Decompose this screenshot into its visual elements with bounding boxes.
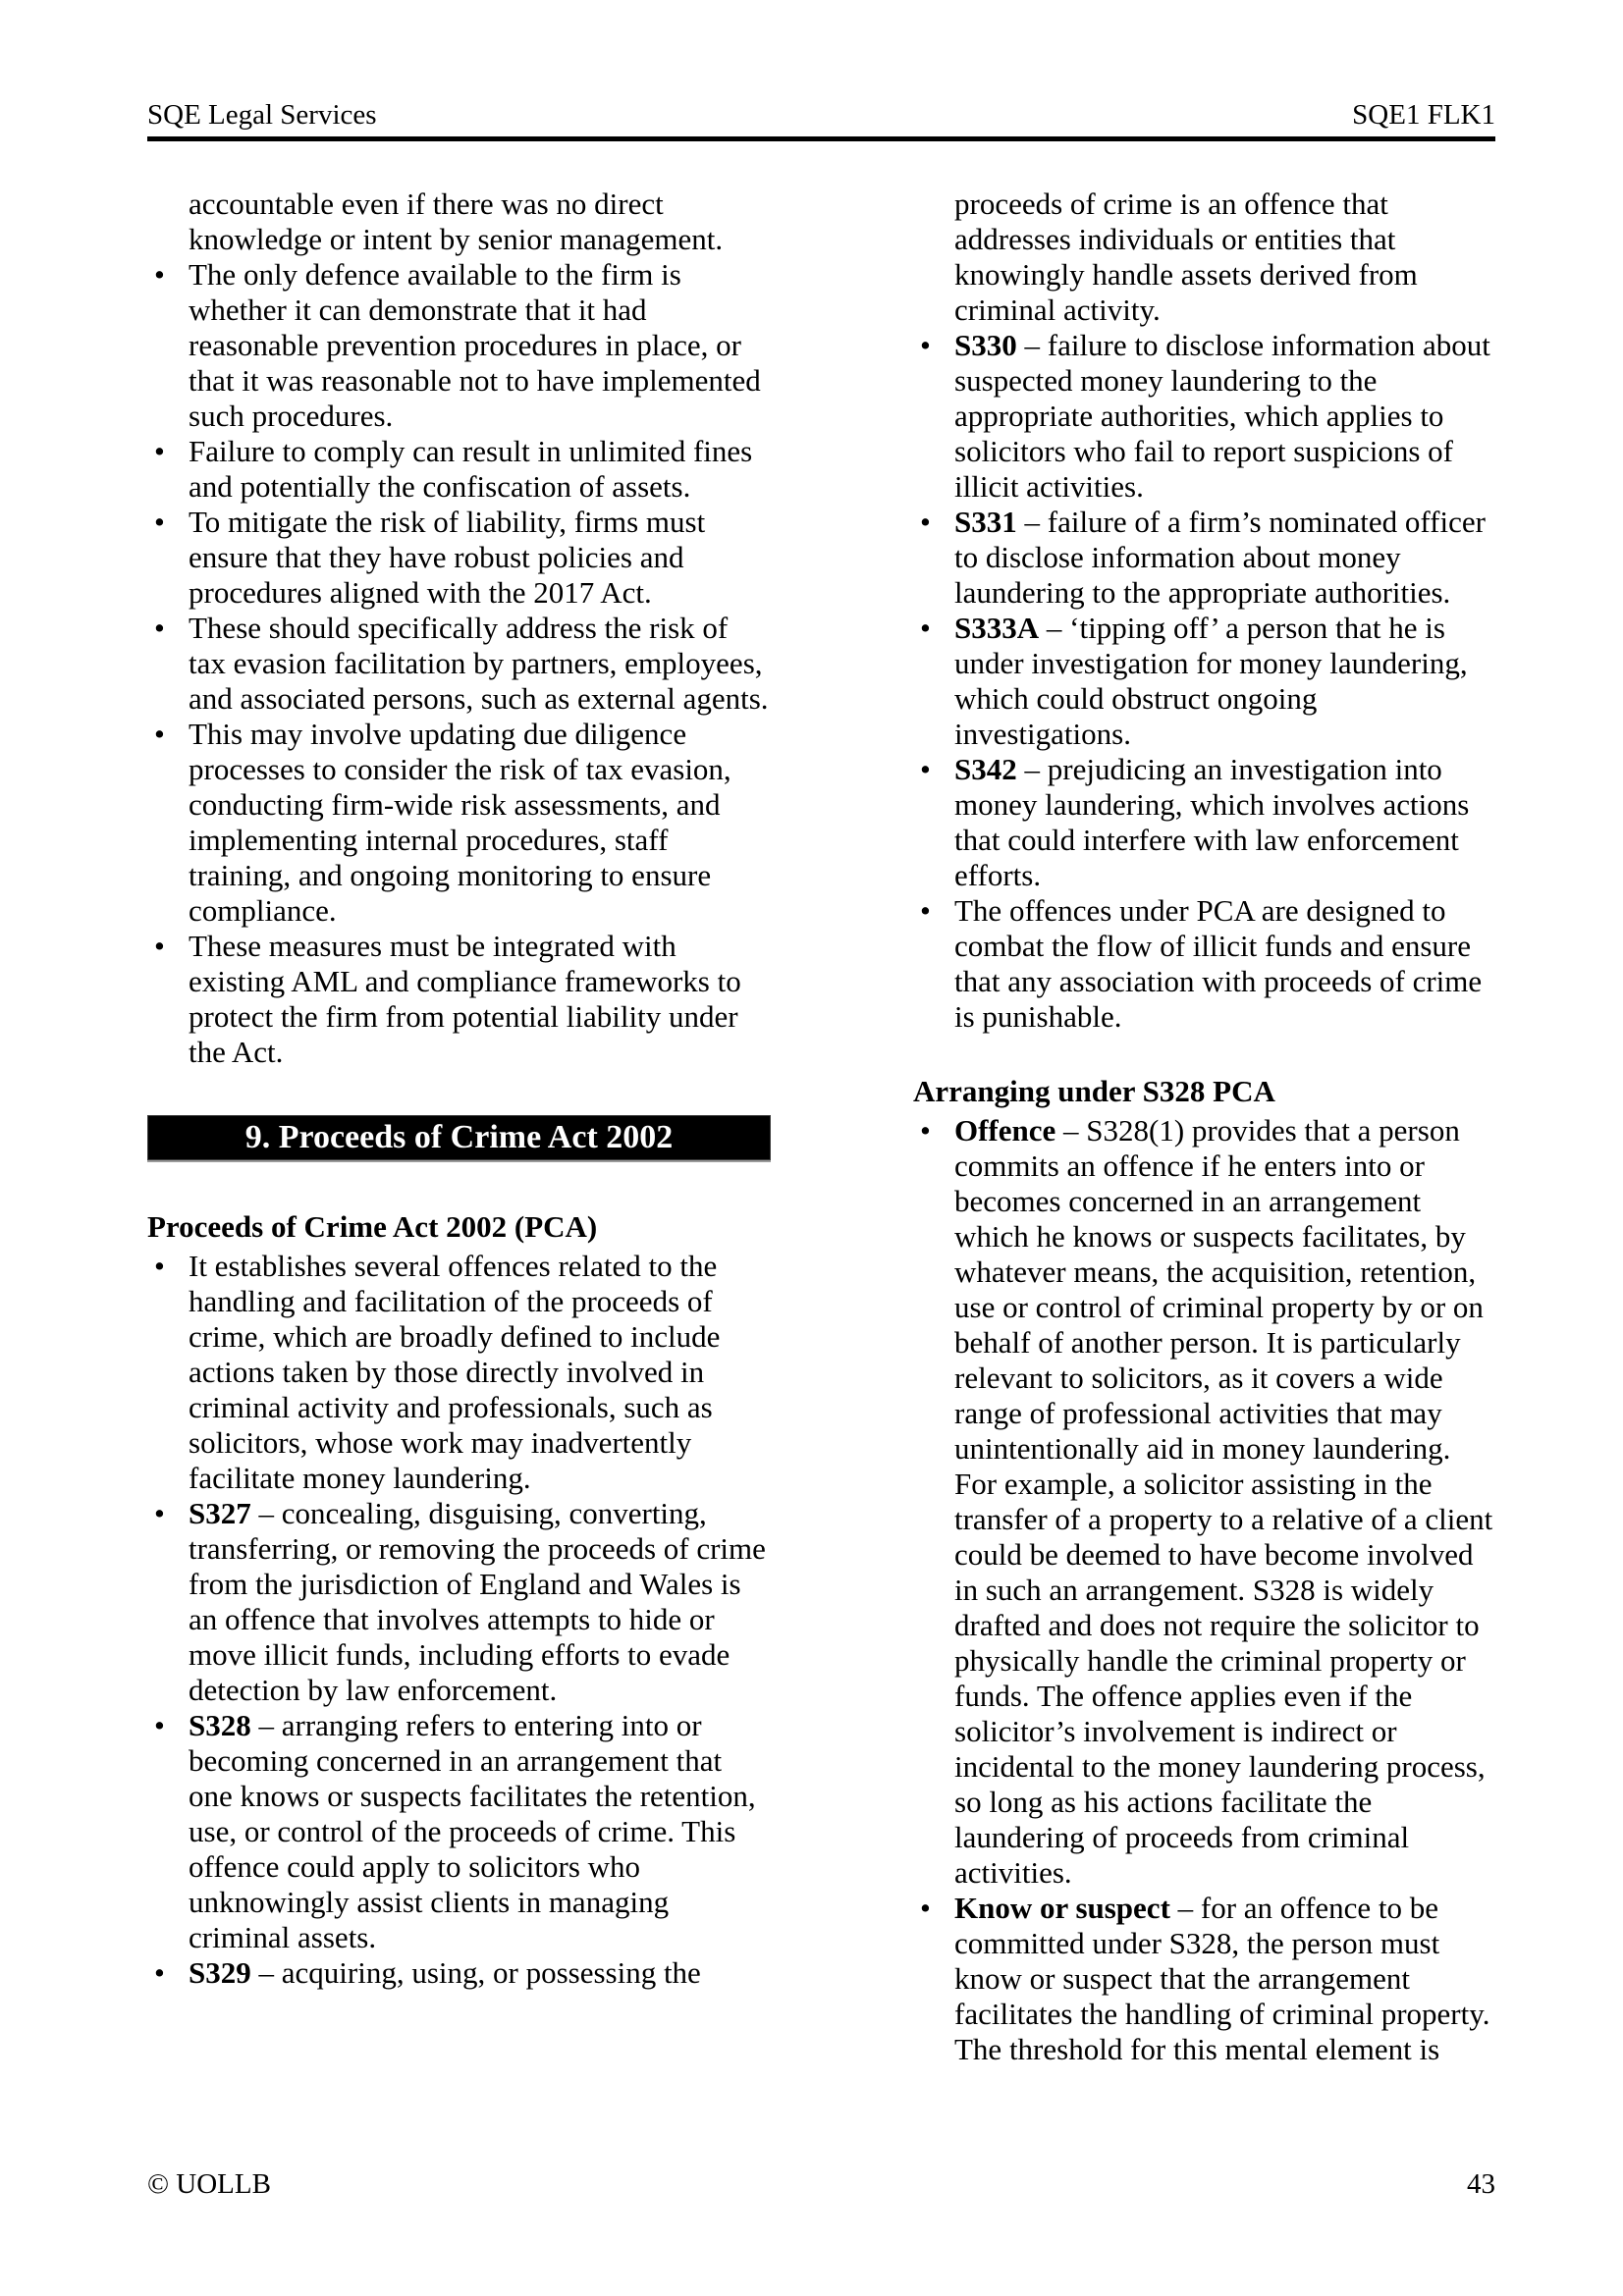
bullet-lead: S331 (954, 505, 1017, 539)
bullet-lead: Know or suspect (954, 1891, 1170, 1925)
bullet-lead: S328 (189, 1708, 251, 1742)
list-item (147, 1708, 771, 1955)
bullet-text: These measures must be integrated with existing AML and compliance frameworks to protect the firm from potential liability under the Act. (189, 929, 741, 1069)
list-item (913, 893, 1495, 1035)
bullet-lead: S327 (189, 1496, 251, 1530)
subsection-heading: Proceeds of Crime Act 2002 (PCA) (147, 1209, 598, 1244)
bullet-text: – prejudicing an investigation into money laundering, which involves actions that could interfere with law enforcement efforts. (954, 752, 1470, 892)
list-item (913, 752, 1495, 893)
bullet-list (913, 328, 1495, 1035)
bullet-list (147, 257, 771, 1070)
list-item (147, 929, 771, 1070)
bullet-text: – arranging refers to entering into or becoming concerned in an arrangement that one knows or suspects facilitates the retention, use, or control of the proceeds of crime. This offence could apply to solicitors who unknowingly assist clients in managing criminal assets. (189, 1708, 756, 1954)
bullet-text: These should specifically address the risk of tax evasion facilitation by partners, employees, and associated persons, such as external agents. (189, 611, 769, 716)
footer-copyright: © UOLLB (147, 2168, 271, 2200)
left-column (147, 187, 771, 2067)
bullet-text: Failure to comply can result in unlimited fines and potentially the confiscation of assets. (189, 434, 753, 504)
bullet-lead: S330 (954, 328, 1017, 362)
list-item (913, 1113, 1495, 1891)
subsection-heading: Arranging under S328 PCA (913, 1074, 1275, 1108)
bullet-text: It establishes several offences related to the handling and facilitation of the proceeds of crime, which are broadly defined to include actions taken by those directly involved in criminal activity and professionals, such as solicitors, whose work may inadvertently facilitate money laundering. (189, 1249, 721, 1495)
bullet-lead: Offence (954, 1113, 1056, 1148)
header-exam-code: SQE1 FLK1 (1352, 99, 1495, 131)
right-column (913, 187, 1495, 2067)
bullet-text: – concealing, disguising, converting, transferring, or removing the proceeds of crime from the jurisdiction of England and Wales is an offence that involves attempts to hide or move illicit funds, including efforts to evade detection by law enforcement. (189, 1496, 766, 1707)
section-banner (147, 1115, 771, 1160)
page-header (147, 98, 1495, 132)
continuation-paragraph: proceeds of crime is an offence that addresses individuals or entities that knowingly handle assets derived from criminal activity. (954, 187, 1418, 327)
bullet-text: This may involve updating due diligence processes to consider the risk of tax evasion, conducting firm-wide risk assessments, and implementing internal procedures, staff training, and ongoing monitoring to ensure compliance. (189, 717, 731, 928)
list-item (147, 611, 771, 717)
bullet-text: To mitigate the risk of liability, firms must ensure that they have robust policies and procedures aligned with the 2017 Act. (189, 505, 706, 610)
list-item (913, 1891, 1495, 2067)
bullet-list (147, 1249, 771, 1991)
bullet-text: – acquiring, using, or possessing the (250, 1955, 701, 1990)
header-doc-title: SQE Legal Services (147, 99, 377, 131)
list-item (147, 1496, 771, 1708)
list-item (147, 434, 771, 505)
two-column-body (147, 187, 1495, 2067)
bullet-text: – failure to disclose information about suspected money laundering to the appropriate authorities, which applies to solicitors who fail to report suspicions of illicit activities. (954, 328, 1490, 504)
bullet-lead: S342 (954, 752, 1017, 786)
list-item (913, 611, 1495, 752)
section-banner-title: 9. Proceeds of Crime Act 2002 (244, 1119, 674, 1155)
list-item (913, 328, 1495, 505)
continuation-paragraph: accountable even if there was no direct knowledge or intent by senior management. (189, 187, 724, 256)
list-item (147, 257, 771, 434)
footer-page-number: 43 (1467, 2168, 1495, 2200)
bullet-text: – S328(1) provides that a person commits an offence if he enters into or becomes concerned in an arrangement which he knows or suspects facilitates, by whatever means, the acquisition, retention, use or control of criminal property by or on behalf of another person. It is particularly relevant to solicitors, as it covers a wide range of professional activities that may unintentionally aid in money laundering. For example, a solicitor assisting in the transfer of a property to a relative of a client could be deemed to have become involved in such an arrangement. S328 is widely drafted and does not require the solicitor to physically handle the criminal property or funds. The offence applies even if the solicitor’s involvement is indirect or incidental to the money laundering process, so long as his actions facilitate the laundering of proceeds from criminal activities. (954, 1113, 1493, 1890)
bullet-lead: S333A (954, 611, 1040, 645)
bullet-text: – ‘tipping off’ a person that he is under investigation for money laundering, which could obstruct ongoing investigations. (954, 611, 1468, 751)
page-footer (147, 2167, 1495, 2201)
list-item (147, 505, 771, 611)
list-item (147, 1955, 771, 1991)
bullet-lead: S329 (189, 1955, 251, 1990)
bullet-text: The offences under PCA are designed to combat the flow of illicit funds and ensure that any association with proceeds of crime is punishable. (954, 893, 1483, 1034)
bullet-text: – for an offence to be committed under S328, the person must know or suspect that the arrangement facilitates the handling of criminal property. The threshold for this mental element is (954, 1891, 1490, 2066)
bullet-text: The only defence available to the firm is whether it can demonstrate that it had reasonable prevention procedures in place, or that it was reasonable not to have implemented such procedures. (189, 257, 761, 433)
bullet-text: – failure of a firm’s nominated officer to disclose information about money laundering to the appropriate authorities. (954, 505, 1486, 610)
bullet-list (913, 1113, 1495, 2067)
header-rule (147, 136, 1495, 141)
list-item (147, 717, 771, 929)
list-item (147, 1249, 771, 1496)
list-item (913, 505, 1495, 611)
